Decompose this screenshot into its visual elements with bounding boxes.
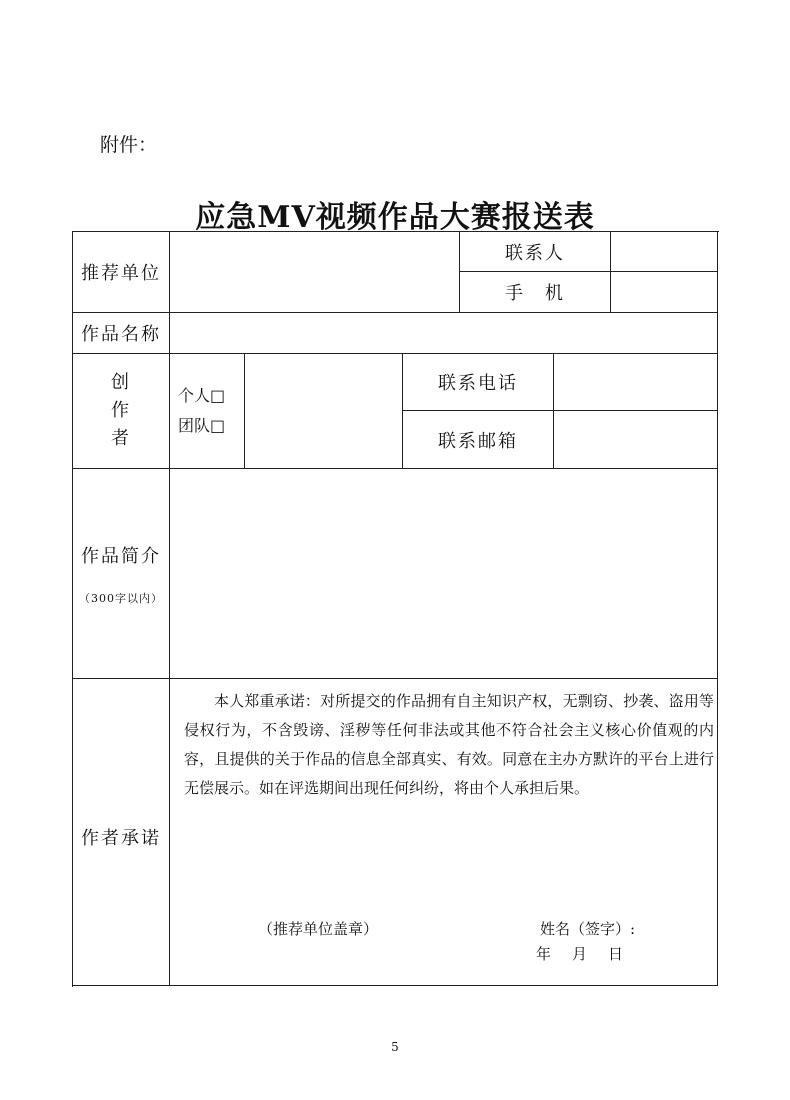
signature-label: 姓名（签字）: xyxy=(540,920,636,938)
creator-char-2: 作 xyxy=(111,400,131,421)
work-name-field[interactable] xyxy=(170,313,718,354)
pledge-label: 作者承诺 xyxy=(73,679,170,986)
creator-name-field[interactable] xyxy=(245,354,403,469)
submission-form-table xyxy=(72,231,719,987)
pledge-text: 本人郑重承诺：对所提交的作品拥有自主知识产权，无剽窃、抄袭、盗用等侵权行为，不含毁谤、淫秽等任何非法或其他不符合社会主义核心价值观的内容，且提供的关于作品的信息全部真实、有效。同意在主办方默许的平台上进行无偿展示。如在评选期间出现任何纠纷，将由个人承担后果。 xyxy=(184,692,714,797)
form-title: 应急MV视频作品大赛报送表 xyxy=(195,200,595,235)
contact-email-field[interactable] xyxy=(554,411,718,469)
stamp-label: （推荐单位盖章） xyxy=(258,920,379,938)
intro-label xyxy=(73,469,170,679)
intro-limit-text: （300字以内） xyxy=(79,591,163,605)
creator-char-1: 创 xyxy=(111,372,131,393)
work-name-label: 作品名称 xyxy=(73,313,170,354)
contact-person-field[interactable] xyxy=(611,232,718,272)
contact-phone-field[interactable] xyxy=(554,354,718,411)
team-checkbox[interactable]: 团队□ xyxy=(178,416,226,435)
page-number: 5 xyxy=(391,1040,399,1054)
contact-phone-label: 联系电话 xyxy=(403,354,554,411)
creator-type-options xyxy=(170,354,245,469)
creator-char-3: 者 xyxy=(111,428,131,449)
attachment-label: 附件： xyxy=(100,134,158,156)
contact-email-label: 联系邮箱 xyxy=(403,411,554,469)
intro-label-text: 作品简介 xyxy=(81,545,161,567)
phone-label: 手 机 xyxy=(460,272,611,313)
recommender-unit-label: 推荐单位 xyxy=(73,232,170,313)
individual-checkbox[interactable]: 个人□ xyxy=(178,386,226,405)
phone-field[interactable] xyxy=(611,272,718,313)
contact-person-label: 联系人 xyxy=(460,232,611,272)
date-label: 年 月 日 xyxy=(536,945,627,963)
intro-field[interactable] xyxy=(170,469,718,679)
creator-label xyxy=(73,354,170,469)
recommender-unit-field[interactable] xyxy=(170,232,460,313)
